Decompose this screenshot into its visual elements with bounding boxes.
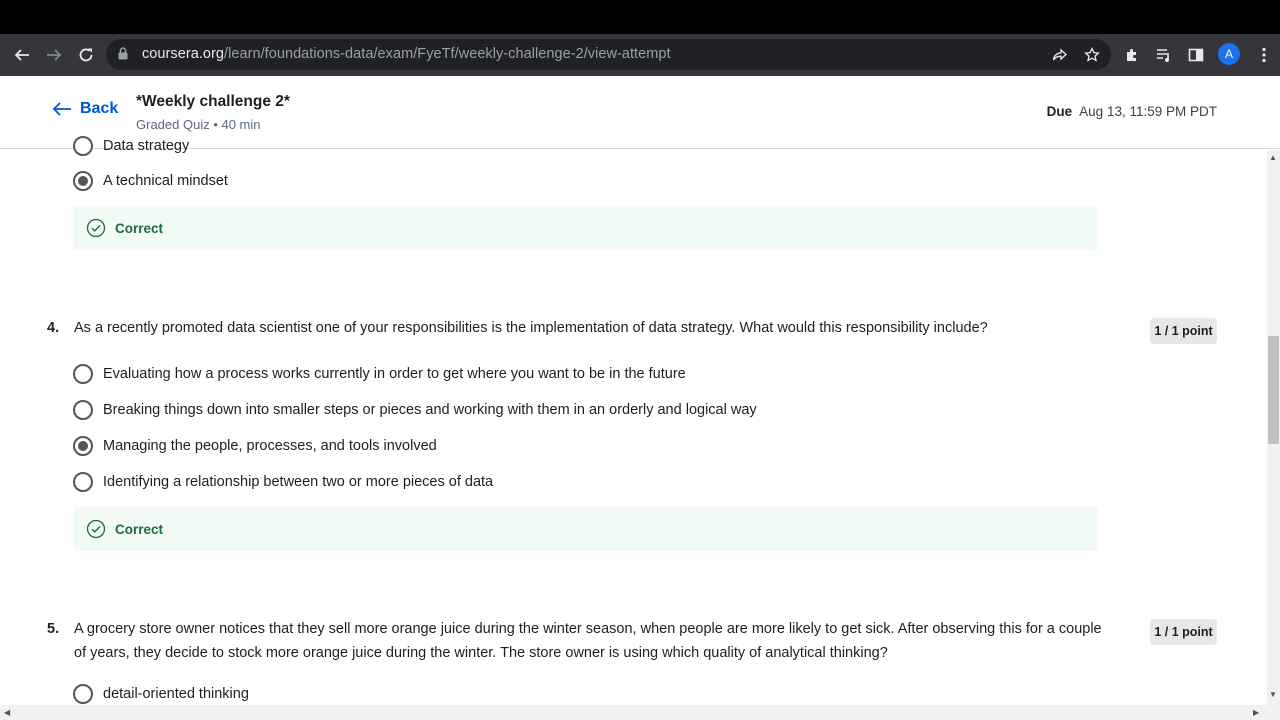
- scroll-right-arrow-icon[interactable]: ▶: [1253, 708, 1260, 717]
- url-text[interactable]: [142, 46, 671, 62]
- q3-feedback-correct: [74, 206, 1098, 250]
- radio-button-selected[interactable]: [73, 171, 93, 191]
- share-icon[interactable]: [1046, 34, 1074, 76]
- option-label: Evaluating how a process works currently in order to get where you want to be in the future: [103, 366, 686, 382]
- radio-button[interactable]: [73, 472, 93, 492]
- browser-menu-icon[interactable]: [1254, 34, 1274, 76]
- extensions-puzzle-icon[interactable]: [1118, 34, 1146, 76]
- quiz-content: [0, 138, 1267, 705]
- q4-points-badge: 1 / 1 point: [1150, 318, 1217, 344]
- scroll-down-arrow-icon[interactable]: ▼: [1269, 690, 1277, 699]
- check-circle-icon: [86, 519, 106, 539]
- forward-arrow-icon[interactable]: [38, 34, 70, 76]
- q5-question-text: A grocery store owner notices that they sell more orange juice during the winter season, when people are more likely to get sick. After observing this for a couple of years, they decide to stock more orange juice during the winter. The store owner is using which quality of analytical thinking?: [74, 621, 1102, 661]
- feedback-label: Correct: [115, 220, 164, 236]
- option-label: Managing the people, processes, and tools involved: [103, 438, 437, 454]
- horizontal-scrollbar[interactable]: [0, 705, 1280, 720]
- quiz-subtitle: Graded Quiz • 40 min: [136, 117, 261, 132]
- q4-option-1[interactable]: [73, 364, 686, 384]
- quiz-title: *Weekly challenge 2*: [136, 93, 290, 110]
- due-label: Due: [1046, 104, 1073, 119]
- back-label: Back: [80, 100, 119, 117]
- option-label: A technical mindset: [103, 173, 228, 189]
- window-top-strip: [0, 0, 1280, 34]
- radio-button[interactable]: [73, 364, 93, 384]
- option-label: Data strategy: [103, 138, 190, 154]
- back-button[interactable]: [52, 100, 118, 118]
- vertical-scroll-thumb[interactable]: [1268, 336, 1279, 444]
- scroll-up-arrow-icon[interactable]: ▲: [1269, 153, 1277, 162]
- q5-number: 5.: [47, 621, 60, 637]
- due-date-value: Aug 13, 11:59 PM PDT: [1079, 104, 1217, 119]
- reload-icon[interactable]: [70, 34, 102, 76]
- back-arrow-icon[interactable]: [6, 34, 38, 76]
- lock-icon[interactable]: [118, 47, 128, 65]
- q4-option-3[interactable]: [73, 436, 437, 456]
- profile-initial: A: [1224, 47, 1233, 61]
- arrow-left-icon: [52, 101, 72, 117]
- scroll-left-arrow-icon[interactable]: ◀: [4, 708, 11, 717]
- radio-button[interactable]: [73, 684, 93, 704]
- q4-option-2[interactable]: [73, 400, 757, 420]
- due-date: [1047, 104, 1217, 119]
- side-panel-icon[interactable]: [1182, 34, 1210, 76]
- media-queue-icon[interactable]: [1150, 34, 1178, 76]
- radio-button-selected[interactable]: [73, 436, 93, 456]
- feedback-label: Correct: [115, 521, 164, 537]
- url-path: /learn/foundations-data/exam/FyeTf/weekly-challenge-2/view-attempt: [224, 46, 671, 62]
- url-domain: coursera.org: [142, 46, 224, 62]
- radio-button[interactable]: [73, 136, 93, 156]
- q5-option-1[interactable]: [73, 684, 249, 704]
- q5-points-badge: 1 / 1 point: [1150, 619, 1217, 645]
- bookmark-star-icon[interactable]: [1078, 34, 1106, 76]
- option-label: detail-oriented thinking: [103, 686, 249, 702]
- q4-feedback-correct: [74, 507, 1098, 551]
- radio-button[interactable]: [73, 400, 93, 420]
- q3-option-partial[interactable]: [73, 136, 189, 156]
- profile-avatar[interactable]: [1218, 43, 1240, 65]
- q4-number: 4.: [47, 320, 60, 336]
- option-label: Identifying a relationship between two or more pieces of data: [103, 474, 494, 490]
- check-circle-icon: [86, 218, 106, 238]
- q4-option-4[interactable]: [73, 472, 493, 492]
- option-label: Breaking things down into smaller steps or pieces and working with them in an orderly and logical way: [103, 402, 757, 418]
- q3-option-selected[interactable]: [73, 171, 228, 191]
- q4-question-text: As a recently promoted data scientist one of your responsibilities is the implementation of data strategy. What would this responsibility include?: [74, 320, 988, 336]
